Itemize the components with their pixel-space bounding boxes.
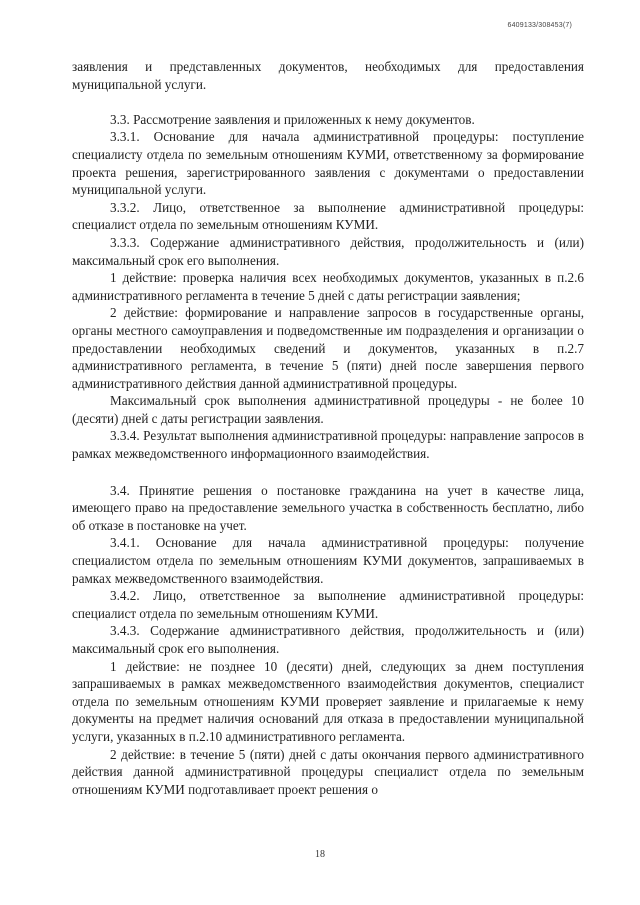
paragraph-3-4-1: 3.4.1. Основание для начала административной процедуры: получение специалистом отдела по земельным отношениям КУМИ документов, запрашиваемых в рамках межведомственного взаимодействия. xyxy=(72,535,584,586)
paragraph-3-4-action-1: 1 действие: не позднее 10 (десяти) дней, следующих за днем поступления запрашиваемых в рамках межведомственного взаимодействия документов, специалист отдела по земельным отношениям КУМИ проверяет заявление и прилагаемые к нему документы на предмет наличия оснований для отказа в предоставлении муниципальной услуги, указанных в п.2.10 административного регламента. xyxy=(72,658,584,744)
document-body xyxy=(72,58,584,798)
page-number: 18 xyxy=(315,849,325,860)
paragraph-3-3-1: 3.3.1. Основание для начала административной процедуры: поступление специалисту отдела по земельным отношениям КУМИ, ответственному за формирование проекта решения, зарегистрированного заявления с документами о предоставлении муниципальной услуги. xyxy=(72,129,584,198)
paragraph-3-4-action-2: 2 действие: в течение 5 (пяти) дней с даты окончания первого административного действия данной административной процедуры специалист отдела по земельным отношениям КУМИ подготавливает проект решения о xyxy=(72,746,584,797)
section-heading-3-4: 3.4. Принятие решения о постановке гражданина на учет в качестве лица, имеющего право на предоставление земельного участка в собственность бесплатно, либо об отказе в постановке на учет. xyxy=(72,482,584,533)
paragraph-max-term: Максимальный срок выполнения административной процедуры - не более 10 (десяти) дней с даты регистрации заявления. xyxy=(72,393,584,426)
section-heading-3-3: 3.3. Рассмотрение заявления и приложенных к нему документов. xyxy=(110,111,475,127)
document-id: 6409133/308453(7) xyxy=(507,22,572,29)
paragraph-3-4-3: 3.4.3. Содержание административного действия, продолжительность и (или) максимальный срок его выполнения. xyxy=(72,623,584,656)
paragraph-3-3-2: 3.3.2. Лицо, ответственное за выполнение административной процедуры: специалист отдела по земельным отношениям КУМИ. xyxy=(72,199,584,233)
paragraph-3-4-2: 3.4.2. Лицо, ответственное за выполнение административной процедуры: специалист отдела по земельным отношениям КУМИ. xyxy=(72,588,584,621)
paragraph-action-2: 2 действие: формирование и направление запросов в государственные органы, органы местного самоуправления и подведомственные им подразделения и организации о предоставлении необходимых сведений и документов, указанных в п.2.7 административного регламента, в течение 5 (пяти) дней после завершения первого административного действия данной административной процедуры. xyxy=(72,305,584,391)
paragraph-action-1: 1 действие: проверка наличия всех необходимых документов, указанных в п.2.6 административного регламента в течение 5 дней с даты регистрации заявления; xyxy=(72,270,584,303)
paragraph-3-3-4: 3.3.4. Результат выполнения административной процедуры: направление запросов в рамках межведомственного информационного взаимодействия. xyxy=(72,428,584,462)
paragraph-3-3-3: 3.3.3. Содержание административного действия, продолжительность и (или) максимальный срок его выполнения. xyxy=(72,234,584,268)
paragraph-continuation: заявления и представленных документов, необходимых для предоставления муниципальной услуги. xyxy=(72,59,584,92)
